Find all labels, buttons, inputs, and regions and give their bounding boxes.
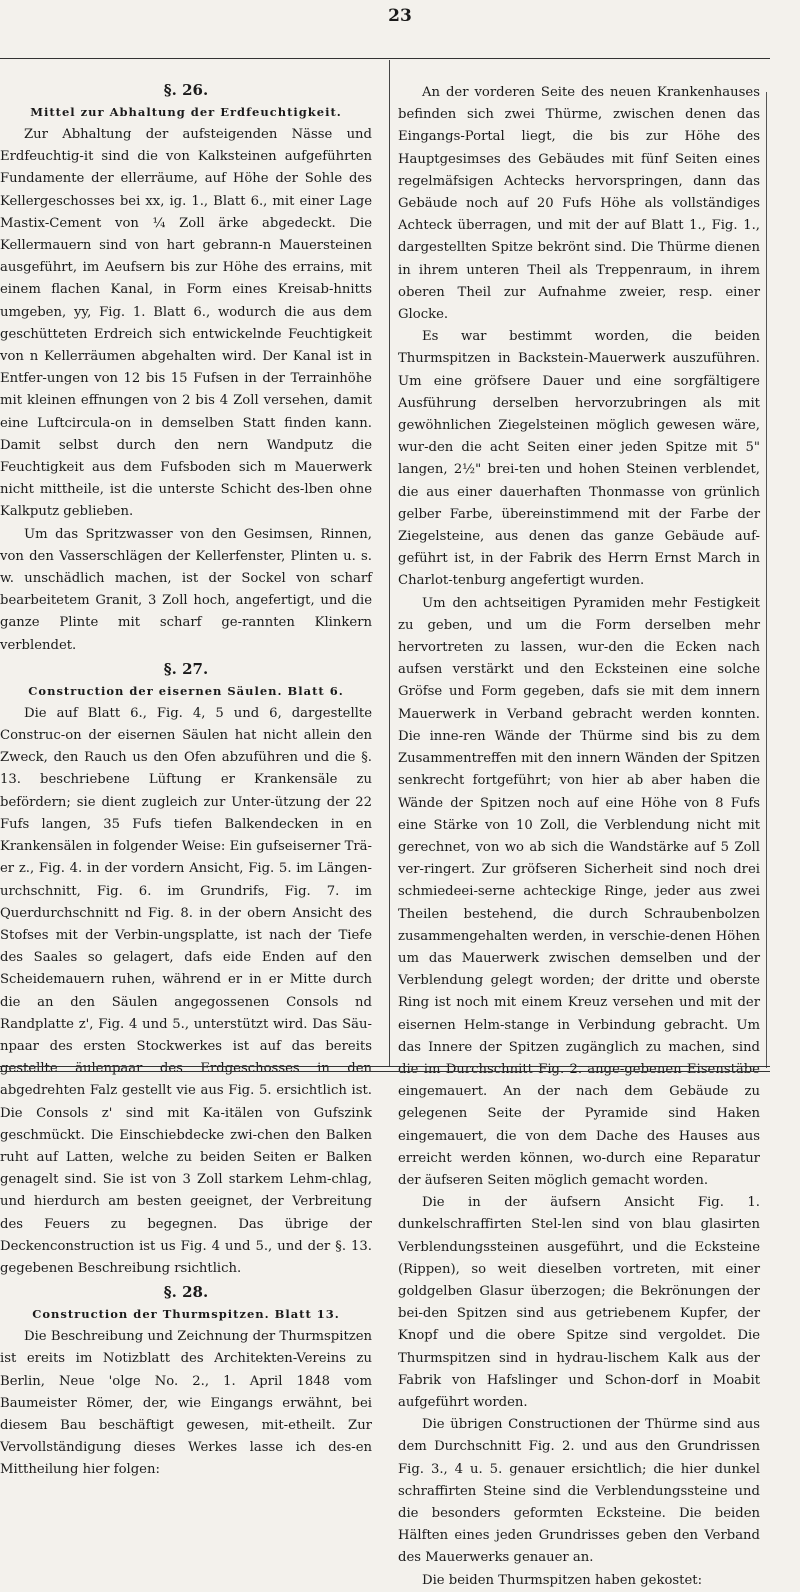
paragraph: Die auf Blatt 6., Fig. 4, 5 und 6, dargestellte Construc-on der eisernen Säulen hat nicht allein den Zweck, den Rauch us den Ofen abzuführen und die §. 13. beschriebene Lüftung er Krankensäle zu befördern; sie dient zugleich zur Unter-ützung der 22 Fufs langen, 35 Fufs tiefen Balkendecken in en Krankensälen in folgender Weise: Ein gufseiserner Trä-er z., Fig. 4. in der vordern Ansicht, Fig. 5. im Längen-urchschnitt, Fig. 6. im Grundrifs, Fig. 7. im Querdurchschnitt nd Fig. 8. in der obern Ansicht des Stofses mit der Verbin-ungsplatte, ist nach der Tiefe des Saales so gelagert, dafs eide Enden auf den Scheidemauern ruhen, während er in er Mitte durch die an den Säulen angegossenen Consols nd Randplatte z', Fig. 4 und 5., unterstützt wird. Das Säu-npaar des ersten Stockwerkes ist auf das bereits gestellte äulenpaar des Erdgeschosses in den abgedrehten Falz gestellt vie aus Fig. 5. ersichtlich ist. Die Consols z' sind mit Ka-itälen von Gufszink geschmückt. Die Einschiebdecke zwi-chen den Balken ruht auf Latten, welche zu beiden Seiten er Balken genagelt sind. Sie ist von 3 Zoll starkem Lehm-chlag, und hierdurch am besten geeignet, der Verbreitung des Feuers zu begegnen. Das übrige der Deckenconstruction ist us Fig. 4 und 5., und der §. 13. gegebenen Beschreibung rsichtlich. [0, 705, 372, 1276]
paragraph: Die in der äufsern Ansicht Fig. 1. dunkelschraffirten Stel-len sind von blau glasirten Verblendungssteinen ausgeführt, und die Ecksteine (Rippen), so weit dieselben vortreten, mit einer goldgelben Glasur überzogen; die Bekrönungen der bei-den Spitzen sind aus getriebenem Kupfer, der Knopf und die obere Spitze sind vergoldet. Die Thurmspitzen sind in hydrau-lischem Kalk aus der Fabrik von Hafslinger und Schon-dorf in Moabit aufgeführt worden. [398, 1195, 760, 1410]
bottom-rule-secondary [0, 1071, 770, 1072]
paragraph: An der vorderen Seite des neuen Krankenhauses befinden sich zwei Thürme, zwischen denen das Eingangs-Portal liegt, die bis zur Höhe des Hauptgesimses des Gebäudes mit fünf Seiten eines regelmäfsigen Achtecks hervorspringen, dann das Gebäude noch auf 20 Fufs Höhe als vollständiges Achteck überragen, und mit der auf Blatt 1., Fig. 1., dargestellten Spitze bekrönt sind. Die Thürme dienen in ihrem unteren Theil als Treppenraum, in ihrem oberen Theil zur Aufnahme zweier, resp. einer Glocke. [398, 85, 760, 323]
section-number: §. 28. [163, 1283, 209, 1302]
paragraph: Es war bestimmt worden, die beiden Thurmspitzen in Backstein-Mauerwerk auszuführen. Um eine gröfsere Dauer und eine sorgfältigere Ausführung derselben hervorzubringen als mit gewöhnlichen Ziegelsteinen möglich gewesen wäre, wur-den die acht Seiten einer jeden Spitze mit 5" langen, 2½" brei-ten und hohen Steinen verblendet, die aus einer dauerhaften Thonmasse von grünlich gelber Farbe, übereinstimmend mit der Farbe der Ziegelsteine, aus denen das ganze Gebäude auf-geführt ist, in der Fabrik des Herrn Ernst March in Charlot-tenburg angefertigt wurden. [398, 329, 760, 589]
paragraph: Die übrigen Constructionen der Thürme sind aus dem Durchschnitt Fig. 2. und aus den Grundrissen Fig. 3., 4 u. 5. genauer ersichtlich; die hier dunkel schraffirten Steine sind die Verblendungssteine und die besonders geformten Ecksteine. Die beiden Hälften eines jeden Grundrisses geben den Verband des Mauerwerks genauer an. [398, 1417, 760, 1566]
paragraph: Die beiden Thurmspitzen haben gekostet: [422, 1572, 703, 1588]
section-28 [0, 1280, 372, 1481]
section-26 [0, 78, 372, 657]
section-27 [0, 657, 372, 1280]
column-divider [389, 60, 390, 1066]
left-column [0, 78, 372, 1482]
bottom-rule [0, 1066, 770, 1067]
section-heading: Mittel zur Abhaltung der Erdfeuchtigkeit. [30, 105, 342, 119]
paragraph: Zur Abhaltung der aufsteigenden Nässe und Erdfeuchtig-it sind die von Kalksteinen aufgeführten Fundamente der ellerräume, auf Höhe der Sohle des Kellergeschosses bei xx, ig. 1., Blatt 6., mit einer Lage Mastix-Cement von ¼ Zoll ärke abgedeckt. Die Kellermauern sind von hart gebrann-n Mauersteinen ausgeführt, im Aeufsern bis zur Höhe des errains, mit einem flachen Kanal, in Form eines Kreisab-hnitts umgeben, yy, Fig. 1. Blatt 6., wodurch die aus dem geschütteten Erdreich sich entwickelnde Feuchtigkeit von n Kellerräumen abgehalten wird. Der Kanal ist in Entfer-ungen von 12 bis 15 Fufsen in der Terrainhöhe mit kleinen effnungen von 2 bis 4 Zoll versehen, damit eine Luftcircula-on in demselben Statt finden kann. Damit selbst durch den nern Wandputz die Feuchtigkeit aus dem Fufsboden sich m Mauerwerk nicht mittheile, ist die unterste Schicht des-lben ohne Kalkputz geblieben. [0, 127, 372, 520]
right-column [398, 82, 760, 1592]
top-rule [0, 58, 770, 59]
section-heading: Construction der Thurmspitzen. Blatt 13. [32, 1307, 340, 1322]
right-margin-rule [766, 92, 767, 1068]
page-number: 23 [388, 6, 412, 26]
section-number: §. 27. [163, 659, 209, 678]
section-heading: Construction der eisernen Säulen. Blatt 6. [28, 683, 344, 698]
paragraph: Die Beschreibung und Zeichnung der Thurmspitzen ist ereits im Notizblatt des Architekten-Vereins zu Berlin, Neue 'olge No. 2., 1. April 1848 vom Baumeister Römer, der, wie Eingangs erwähnt, bei diesem Bau beschäftigt gewesen, mit-etheilt. Zur Vervollständigung dieses Werkes lasse ich des-en Mittheilung hier folgen: [0, 1329, 372, 1478]
paragraph: Um das Spritzwasser von den Gesimsen, Rinnen, von den Vasserschlägen der Kellerfenster, Plinten u. s. w. unschädlich machen, ist der Sockel von scharf bearbeitetem Granit, 3 Zoll hoch, angefertigt, und die ganze Plinte mit scharf ge-rannten Klinkern verblendet. [0, 526, 372, 653]
section-number: §. 26. [163, 81, 209, 99]
paragraph: Um den achtseitigen Pyramiden mehr Festigkeit zu geben, und um die Form derselben mehr hervortreten zu lassen, wur-den die Ecken nach aufsen verstärkt und den Ecksteinen eine solche Gröfse und Form gegeben, dafs sie mit dem innern Mauerwerk in Verband gebracht werden konnten. Die inne-ren Wände der Thürme sind bis zu dem Zusammentreffen mit den innern Wänden der Spitzen senkrecht fortgeführt; von hier ab aber haben die Wände der Spitzen noch auf eine Höhe von 8 Fufs eine Stärke von 10 Zoll, die Verblendung nicht mit gerechnet, von wo ab sich die Wandstärke auf 5 Zoll ver-ringert. Zur gröfseren Sicherheit sind noch drei schmiedeei-serne achteckige Ringe, jeder aus zwei Theilen bestehend, die durch Schraubenbolzen zusammengehalten werden, in verschie-denen Höhen um das Mauerwerk zwischen demselben und der Verblendung gelegt worden; der dritte und oberste Ring ist noch mit einem Kreuz versehen und mit der eisernen Helm-stange in Verbindung gebracht. Um das Innere der Spitzen zugänglich zu machen, sind die im Durchschnitt Fig. 2. ange-gebenen Eisenstäbe eingemauert. An der nach dem Gebäude zu gelegenen Seite der Pyramide sind Haken eingemauert, die von dem Dache des Hauses aus erreicht werden können, wo-durch eine Reparatur der äufseren Seiten möglich gemacht worden. [398, 595, 760, 1188]
